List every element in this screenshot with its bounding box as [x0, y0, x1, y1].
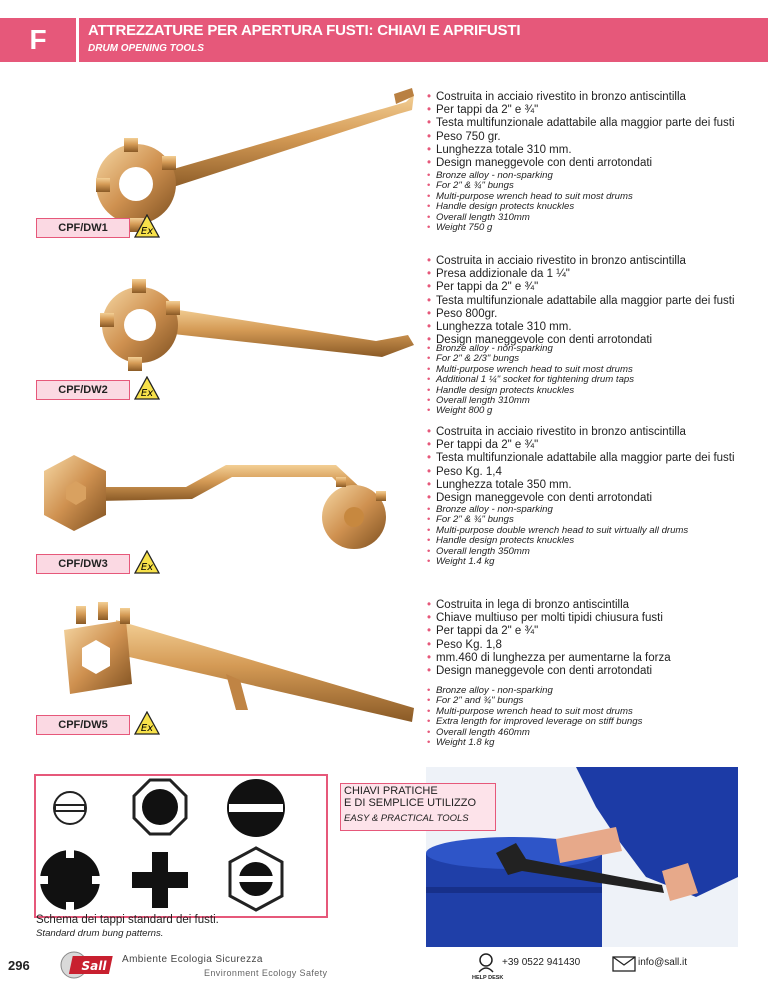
spec-line: • Multi-purpose wrench head to suit most drums: [427, 707, 757, 717]
spec-line: • Lunghezza totale 350 mm.: [427, 479, 757, 492]
spec-line: • Costruita in lega di bronzo antiscintilla: [427, 599, 757, 612]
spec-line: • Testa multifunzionale adattabile alla maggior parte dei fusti: [427, 117, 757, 130]
specs-en-dw1: [427, 171, 757, 233]
spec-line: • Peso Kg. 1,8: [427, 639, 757, 652]
page-title: ATTREZZATURE PER APERTURA FUSTI: CHIAVI E APRIFUSTI: [88, 22, 521, 39]
slogan-en: Environment Ecology Safety: [204, 968, 328, 978]
spec-line: • Bronze alloy - non-sparking: [427, 171, 757, 181]
bung-pattern-slot: [227, 779, 285, 837]
bung-patterns-panel: [34, 774, 328, 918]
spec-line: • Peso 800gr.: [427, 308, 757, 321]
callout-line-1: CHIAVI PRATICHE: [344, 785, 438, 797]
section-letter: F: [29, 24, 47, 55]
svg-text:Ex: Ex: [140, 388, 154, 399]
spec-line: • Overall length 460mm: [427, 728, 757, 738]
specs-it-dw5: [427, 599, 757, 678]
spec-line: • Chiave multiuso per molti tipidi chiusura fusti: [427, 612, 757, 625]
spec-line: • Multi-purpose double wrench head to suit virtually all drums: [427, 526, 757, 536]
spec-line: • Lunghezza totale 310 mm.: [427, 144, 757, 157]
bung-pattern-hex: [230, 848, 282, 910]
bung-pattern-notched: [40, 850, 100, 910]
specs-it-dw3: [427, 426, 757, 505]
spec-line: • Weight 750 g: [427, 223, 757, 233]
bung-pattern-cross: [132, 852, 188, 908]
spec-line: • Costruita in acciaio rivestito in bronzo antiscintilla: [427, 91, 757, 104]
spec-line: • Bronze alloy - non-sparking: [427, 505, 757, 515]
specs-en-dw3: [427, 505, 757, 567]
specs-en-dw5: [427, 686, 757, 748]
brand-name: Sall: [81, 959, 107, 973]
product-code: CPF/DW5: [36, 715, 130, 735]
spec-line: • Handle design protects knuckles: [427, 536, 757, 546]
spec-line: • Overall length 350mm: [427, 547, 757, 557]
spec-line: • Costruita in acciaio rivestito in bronzo antiscintilla: [427, 426, 757, 439]
spec-line: • Design maneggevole con denti arrotondati: [427, 665, 757, 678]
atex-ex-icon: [134, 711, 160, 737]
atex-ex-icon: [134, 376, 160, 402]
spec-line: • Peso 750 gr.: [427, 131, 757, 144]
specs-en-dw2: [427, 344, 757, 417]
specs-it-dw2: [427, 255, 757, 347]
bung-patterns-diagram: [36, 776, 326, 916]
spec-line: • For 2" & ¾" bungs: [427, 515, 757, 525]
page-header: [0, 18, 768, 62]
spec-line: • Weight 1.4 kg: [427, 557, 757, 567]
spec-line: • Overall length 310mm: [427, 213, 757, 223]
spec-line: • Design maneggevole con denti arrotondati: [427, 334, 757, 347]
spec-line: • Costruita in acciaio rivestito in bronzo antiscintilla: [427, 255, 757, 268]
spec-line: • Bronze alloy - non-sparking: [427, 686, 757, 696]
spec-line: • Peso Kg. 1,4: [427, 466, 757, 479]
spec-line: • Design maneggevole con denti arrotondati: [427, 492, 757, 505]
spec-line: • Additional 1 ¼" socket for tightening drum taps: [427, 375, 757, 385]
spec-line: • Weight 1.8 kg: [427, 738, 757, 748]
spec-line: • Lunghezza totale 310 mm.: [427, 321, 757, 334]
spec-line: • For 2" & ¾" bungs: [427, 181, 757, 191]
page-subtitle: DRUM OPENING TOOLS: [88, 43, 204, 54]
practical-callout: [340, 783, 496, 831]
spec-line: • Multi-purpose wrench head to suit most drums: [427, 192, 757, 202]
email-link[interactable]: info@sall.it: [638, 957, 688, 968]
sall-logo: [56, 950, 116, 980]
spec-line: • Extra length for improved leverage on stiff bungs: [427, 717, 757, 727]
bung-pattern-bar: [54, 792, 86, 824]
product-code: CPF/DW1: [36, 218, 130, 238]
helpdesk-label: HELP DESK: [472, 975, 504, 981]
atex-ex-icon: [134, 214, 160, 240]
page-number: 296: [8, 958, 30, 973]
spec-line: • mm.460 di lunghezza per aumentarne la forza: [427, 652, 757, 665]
callout-title: [344, 785, 476, 809]
spec-line: • Multi-purpose wrench head to suit most drums: [427, 365, 757, 375]
helpdesk-icon: [476, 952, 496, 974]
atex-ex-icon: [134, 550, 160, 576]
spec-line: • Testa multifunzionale adattabile alla maggior parte dei fusti: [427, 295, 757, 308]
product-code: CPF/DW3: [36, 554, 130, 574]
svg-text:Ex: Ex: [140, 723, 154, 734]
mail-icon: [612, 956, 636, 972]
svg-text:Ex: Ex: [140, 226, 154, 237]
specs-it-dw1: [427, 91, 757, 170]
spec-line: • Per tappi da 2" e ¾": [427, 439, 757, 452]
spec-line: • Handle design protects knuckles: [427, 386, 757, 396]
bung-caption: Schema dei tappi standard dei fusti.: [36, 914, 219, 926]
spec-line: • Presa addizionale da 1 ¼": [427, 268, 757, 281]
spec-line: • For 2" and ¾" bungs: [427, 696, 757, 706]
spec-line: • Per tappi da 2" e ¾": [427, 281, 757, 294]
spec-line: • Per tappi da 2" e ¾": [427, 104, 757, 117]
product-code: CPF/DW2: [36, 380, 130, 400]
bung-pattern-octagon: [134, 780, 186, 834]
spec-line: • For 2" & 2/3" bungs: [427, 354, 757, 364]
spec-line: • Weight 800 g: [427, 406, 757, 416]
callout-en: EASY & PRACTICAL TOOLS: [344, 813, 469, 824]
svg-text:Ex: Ex: [140, 562, 154, 573]
bung-caption-en: Standard drum bung patterns.: [36, 928, 164, 939]
phone-number[interactable]: +39 0522 941430: [502, 957, 581, 968]
spec-line: • Testa multifunzionale adattabile alla maggior parte dei fusti: [427, 452, 757, 465]
spec-line: • Handle design protects knuckles: [427, 202, 757, 212]
spec-line: • Bronze alloy - non-sparking: [427, 344, 757, 354]
slogan-it: Ambiente Ecologia Sicurezza: [122, 954, 263, 965]
spec-line: • Overall length 310mm: [427, 396, 757, 406]
callout-line-2: E DI SEMPLICE UTILIZZO: [344, 797, 477, 809]
spec-line: • Design maneggevole con denti arrotondati: [427, 157, 757, 170]
spec-line: • Per tappi da 2" e ¾": [427, 625, 757, 638]
section-tab: [0, 18, 79, 62]
